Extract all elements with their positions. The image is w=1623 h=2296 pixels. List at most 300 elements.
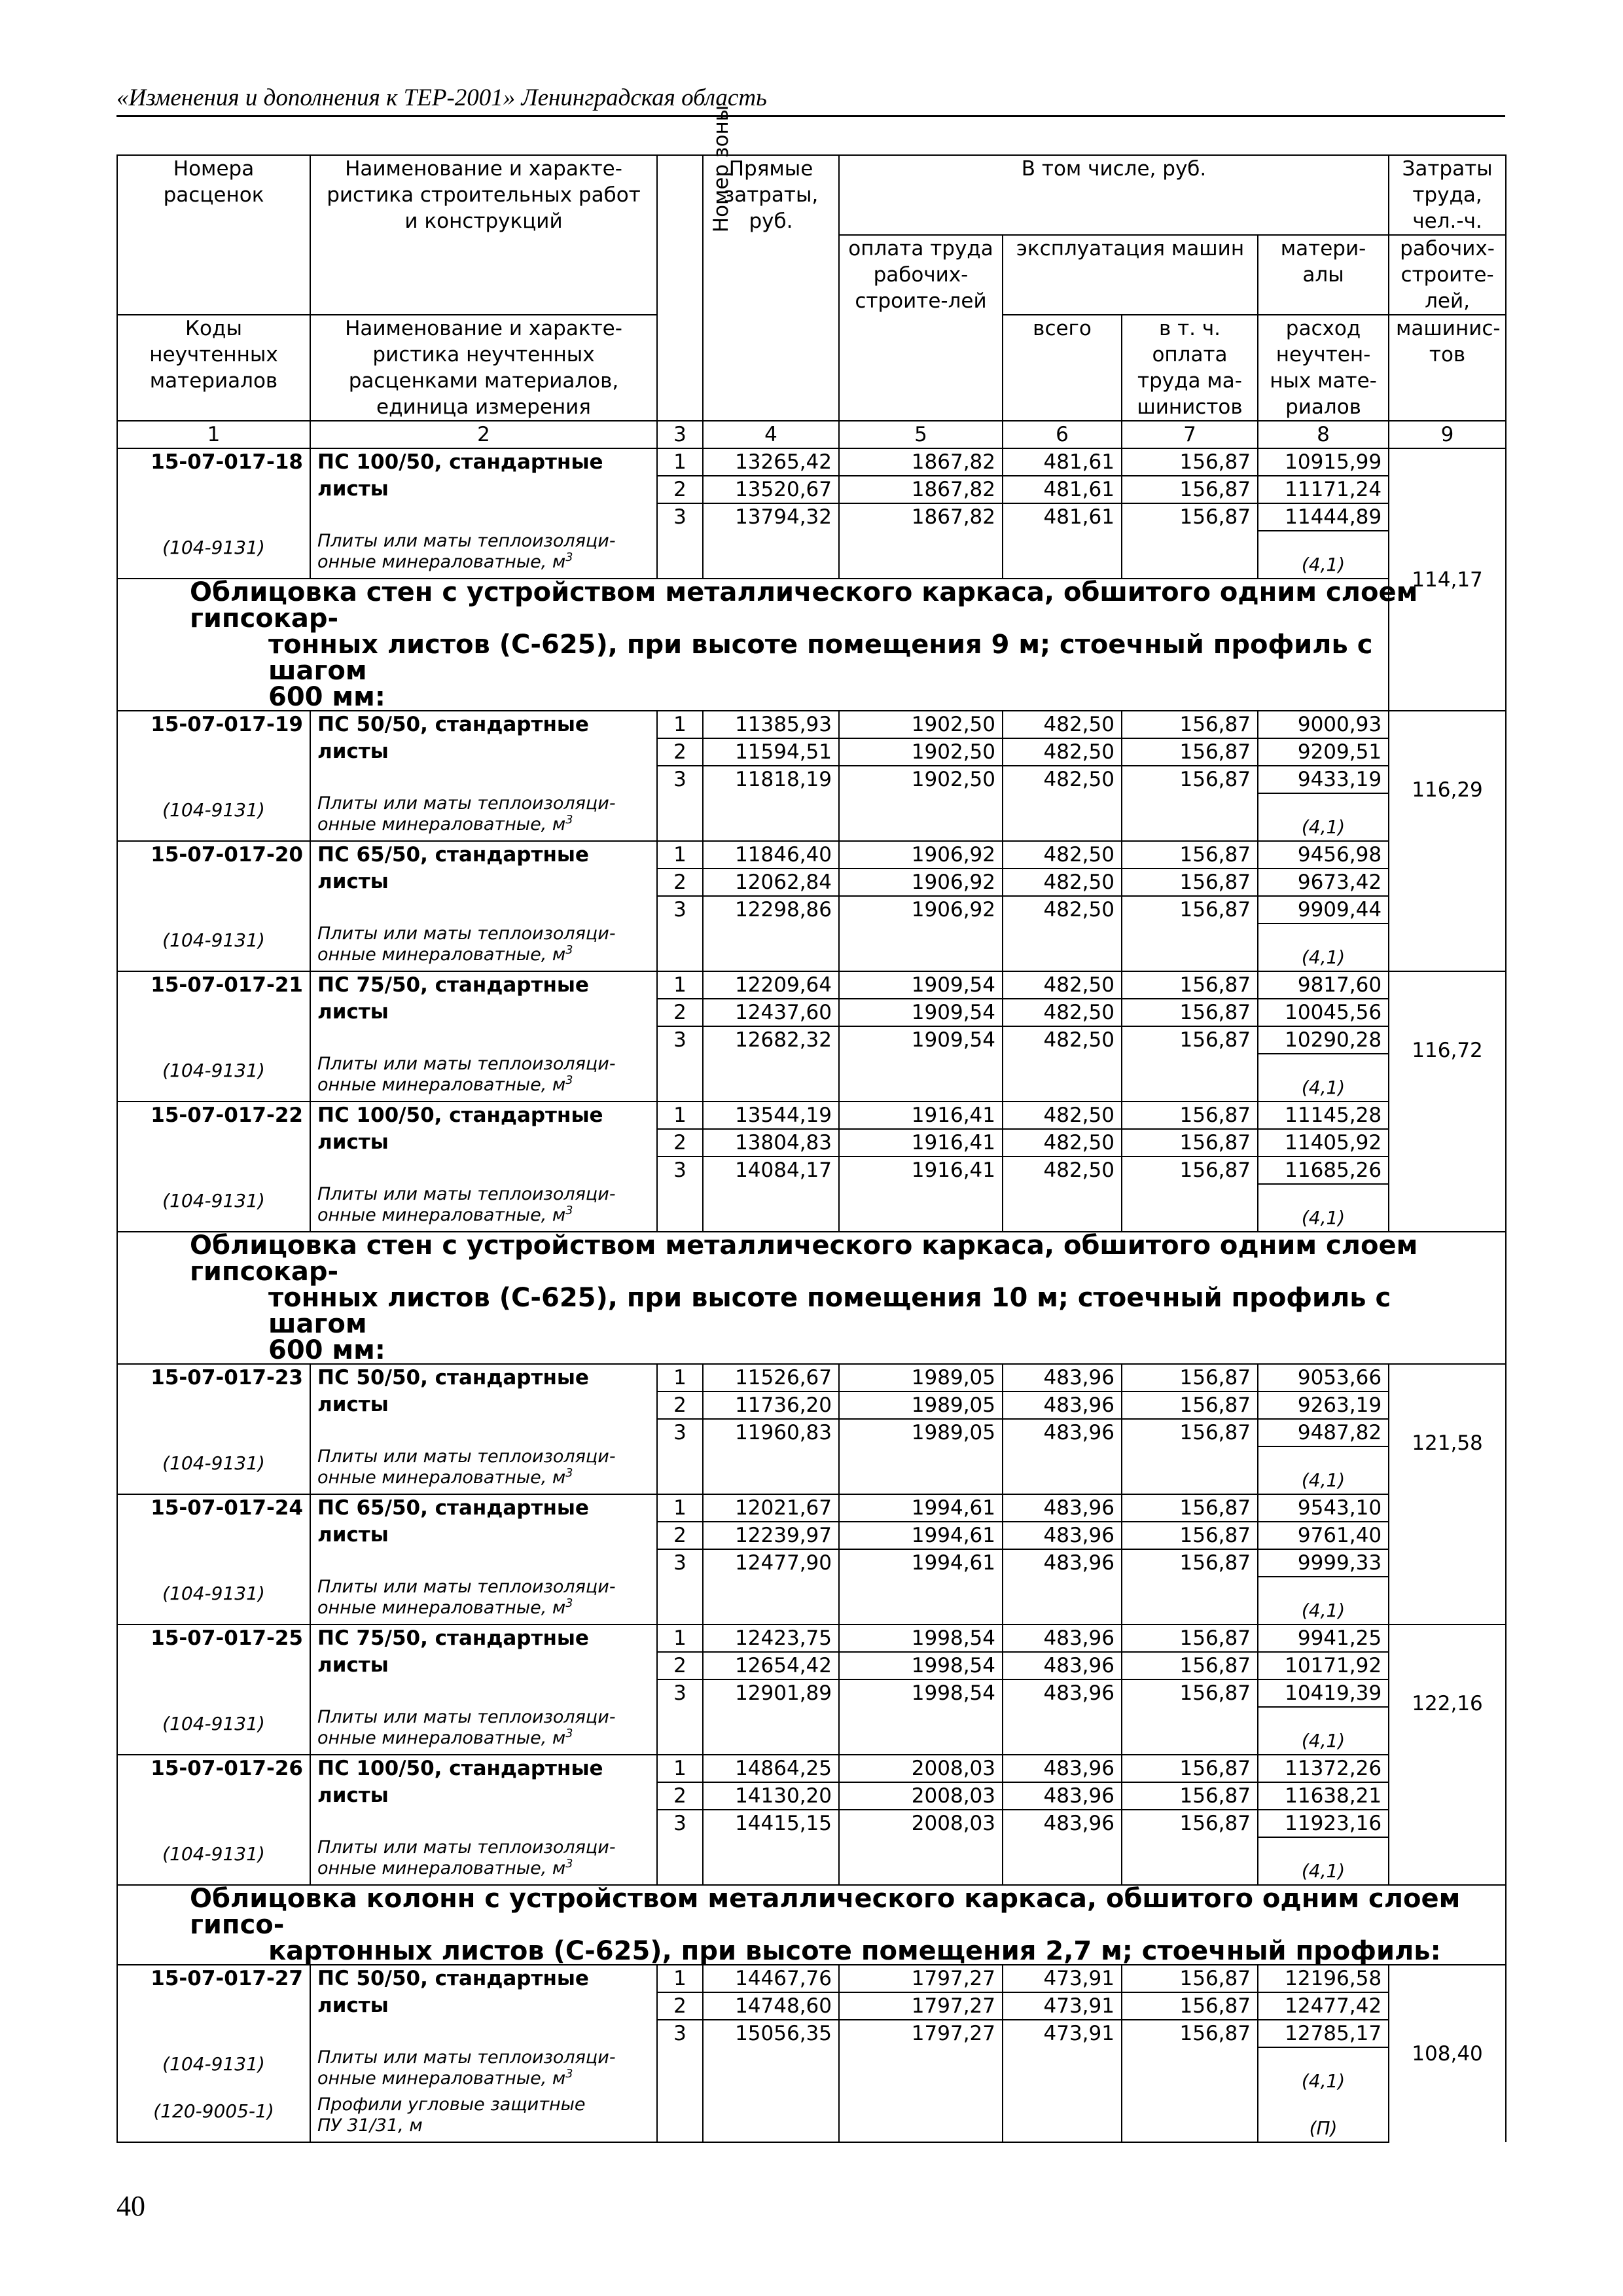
section-heading-row <box>117 579 1506 711</box>
rate-code-spacer <box>117 1679 310 1707</box>
worker-pay: 1867,82 <box>839 448 1003 476</box>
direct-costs: 12682,32 <box>703 1026 839 1102</box>
material-name-line: Плиты или маты теплоизоляци- <box>317 924 616 944</box>
material-name <box>310 2047 657 2094</box>
machine-total: 473,91 <box>1003 1992 1122 2020</box>
direct-costs: 11736,20 <box>703 1391 839 1419</box>
labor-costs: 114,17 <box>1389 448 1506 711</box>
direct-costs: 12477,90 <box>703 1549 839 1624</box>
worker-pay: 1989,05 <box>839 1419 1003 1494</box>
rate-zone-row <box>117 1391 1506 1419</box>
material-name-line: Плиты или маты теплоизоляци- <box>317 1577 616 1597</box>
rate-zone-row <box>117 1522 1506 1549</box>
machine-total: 482,50 <box>1003 738 1122 766</box>
rate-name-spacer <box>310 1419 657 1446</box>
direct-costs: 14467,76 <box>703 1965 839 1992</box>
rate-name-spacer <box>310 2020 657 2047</box>
rate-zone-row <box>117 476 1506 503</box>
rate-name-continued: листы <box>310 1652 657 1679</box>
unit-superscript: 3 <box>565 1204 573 1217</box>
operator-pay: 156,87 <box>1122 1624 1258 1652</box>
header-work-name: Наименование и характе-ристика строительных работ и конструкций <box>310 155 657 315</box>
rate-name-spacer <box>310 1026 657 1054</box>
material-name-line: онные минераловатные, м <box>317 1728 566 1748</box>
zone-number: 2 <box>657 476 703 503</box>
rate-code: 15-07-017-18 <box>117 448 310 476</box>
section-heading-line: 600 мм: <box>268 682 385 712</box>
material-consumption: (4,1) <box>1258 1577 1389 1624</box>
materials-cost: 12785,17 <box>1258 2020 1389 2047</box>
rate-name-continued: листы <box>310 738 657 766</box>
rate-code-spacer <box>117 896 310 924</box>
direct-costs: 12209,64 <box>703 971 839 999</box>
material-name <box>310 1054 657 1102</box>
header-materials: матери-алы <box>1258 235 1389 315</box>
direct-costs: 14415,15 <box>703 1810 839 1885</box>
machine-total: 482,50 <box>1003 1026 1122 1102</box>
rate-name-continued: листы <box>310 869 657 896</box>
materials-cost: 11685,26 <box>1258 1157 1389 1184</box>
column-number: 2 <box>310 421 657 448</box>
materials-cost: 11171,24 <box>1258 476 1389 503</box>
worker-pay: 1994,61 <box>839 1494 1003 1522</box>
rate-code-spacer <box>117 766 310 793</box>
materials-cost: 10419,39 <box>1258 1679 1389 1707</box>
materials-cost: 12196,58 <box>1258 1965 1389 1992</box>
worker-pay: 1994,61 <box>839 1522 1003 1549</box>
material-name-line: Плиты или маты теплоизоляци- <box>317 1446 616 1467</box>
zone-number: 3 <box>657 1810 703 1885</box>
operator-pay: 156,87 <box>1122 1364 1258 1391</box>
rate-zone-row <box>117 1810 1506 1837</box>
unit-superscript: 3 <box>565 944 573 957</box>
page-header-title: «Изменения и дополнения к ТЕР-2001» Ленинградская область <box>116 84 767 111</box>
rate-code-spacer <box>117 738 310 766</box>
section-heading-row <box>117 1232 1506 1364</box>
section-heading-line: 600 мм: <box>268 1335 385 1365</box>
direct-costs: 14084,17 <box>703 1157 839 1232</box>
worker-pay: 1916,41 <box>839 1129 1003 1157</box>
section-heading <box>117 1232 1506 1364</box>
material-name-line: Плиты или маты теплоизоляци- <box>317 1054 616 1074</box>
zone-number: 2 <box>657 1522 703 1549</box>
machine-total: 482,50 <box>1003 971 1122 999</box>
section-heading <box>117 579 1506 711</box>
material-consumption: (4,1) <box>1258 793 1389 841</box>
direct-costs: 14130,20 <box>703 1782 839 1810</box>
material-code: (104-9131) <box>117 1837 310 1885</box>
rate-code-spacer <box>117 1810 310 1837</box>
rate-name-continued: листы <box>310 1522 657 1549</box>
materials-cost: 9487,82 <box>1258 1419 1389 1446</box>
operator-pay: 156,87 <box>1122 1419 1258 1494</box>
materials-cost: 9817,60 <box>1258 971 1389 999</box>
column-number: 9 <box>1389 421 1506 448</box>
column-numbers-row <box>117 421 1506 448</box>
rate-zone-row <box>117 738 1506 766</box>
direct-costs: 12901,89 <box>703 1679 839 1755</box>
header-zone-number: Номер зоны <box>657 155 703 421</box>
machine-total: 482,50 <box>1003 869 1122 896</box>
direct-costs: 12062,84 <box>703 869 839 896</box>
rate-code-spacer <box>117 1992 310 2020</box>
rates-table <box>116 105 1507 2143</box>
rate-zone-row <box>117 448 1506 476</box>
operator-pay: 156,87 <box>1122 896 1258 971</box>
operator-pay: 156,87 <box>1122 999 1258 1026</box>
rate-zone-row <box>117 869 1506 896</box>
worker-pay: 1867,82 <box>839 503 1003 579</box>
rate-name: ПС 50/50, стандартные <box>310 711 657 738</box>
material-consumption: (4,1) <box>1258 1837 1389 1885</box>
rate-code: 15-07-017-23 <box>117 1364 310 1391</box>
labor-costs: 116,72 <box>1389 971 1506 1129</box>
labor-costs: 122,16 <box>1389 1624 1506 1782</box>
zone-number: 3 <box>657 503 703 579</box>
machine-total: 481,61 <box>1003 448 1122 476</box>
material-name <box>310 1707 657 1755</box>
operator-pay: 156,87 <box>1122 1652 1258 1679</box>
machine-total: 482,50 <box>1003 766 1122 841</box>
rate-zone-row <box>117 1965 1506 1992</box>
header-labor-costs: Затраты труда, чел.-ч. <box>1389 155 1506 235</box>
direct-costs: 13544,19 <box>703 1102 839 1129</box>
section-heading-text <box>124 1232 1499 1363</box>
operator-pay: 156,87 <box>1122 1102 1258 1129</box>
worker-pay: 1909,54 <box>839 971 1003 999</box>
direct-costs: 13520,67 <box>703 476 839 503</box>
zone-number: 1 <box>657 1494 703 1522</box>
section-heading-line: картонных листов (С-625), при высоте помещения 2,7 м; стоечный профиль: <box>268 1936 1441 1966</box>
machine-total: 482,50 <box>1003 999 1122 1026</box>
rate-zone-row <box>117 1102 1506 1129</box>
direct-costs: 12298,86 <box>703 896 839 971</box>
materials-cost: 10171,92 <box>1258 1652 1389 1679</box>
materials-cost: 11638,21 <box>1258 1782 1389 1810</box>
materials-cost: 10045,56 <box>1258 999 1389 1026</box>
zone-number: 1 <box>657 1102 703 1129</box>
section-heading-line: тонных листов (С-625), при высоте помещения 9 м; стоечный профиль с шагом <box>268 630 1373 686</box>
materials-cost: 12477,42 <box>1258 1992 1389 2020</box>
worker-pay: 1989,05 <box>839 1364 1003 1391</box>
machine-total: 482,50 <box>1003 1129 1122 1157</box>
materials-cost: 9000,93 <box>1258 711 1389 738</box>
worker-pay: 1902,50 <box>839 738 1003 766</box>
machine-total: 483,96 <box>1003 1810 1122 1885</box>
rate-name-continued: листы <box>310 1782 657 1810</box>
rate-zone-row <box>117 1129 1506 1157</box>
header-including: В том числе, руб. <box>839 155 1389 235</box>
rate-code-spacer <box>117 1652 310 1679</box>
worker-pay: 2008,03 <box>839 1755 1003 1782</box>
machine-total: 483,96 <box>1003 1364 1122 1391</box>
materials-cost: 11145,28 <box>1258 1102 1389 1129</box>
direct-costs: 12021,67 <box>703 1494 839 1522</box>
materials-cost: 9673,42 <box>1258 869 1389 896</box>
worker-pay: 1916,41 <box>839 1102 1003 1129</box>
zone-number: 2 <box>657 1391 703 1419</box>
operator-pay: 156,87 <box>1122 738 1258 766</box>
worker-pay: 1902,50 <box>839 766 1003 841</box>
unit-superscript: 3 <box>565 1074 573 1087</box>
rate-zone-row <box>117 1624 1506 1652</box>
material-name <box>310 793 657 841</box>
section-heading-text <box>124 1886 1499 1964</box>
rate-code-spacer <box>117 2020 310 2047</box>
rate-code: 15-07-017-20 <box>117 841 310 869</box>
material-name-line: Плиты или маты теплоизоляци- <box>317 2047 616 2068</box>
operator-pay: 156,87 <box>1122 1522 1258 1549</box>
rate-code-spacer <box>117 476 310 503</box>
header-rate-numbers: Номера расценок <box>117 155 310 315</box>
zone-number: 3 <box>657 896 703 971</box>
zone-number: 2 <box>657 999 703 1026</box>
unit-superscript: 3 <box>565 1727 573 1740</box>
machine-total: 483,96 <box>1003 1522 1122 1549</box>
material-name <box>310 1837 657 1885</box>
rate-zone-row <box>117 1026 1506 1054</box>
rate-zone-row <box>117 1679 1506 1707</box>
rate-code: 15-07-017-27 <box>117 1965 310 1992</box>
rate-name-spacer <box>310 766 657 793</box>
material-name <box>310 1577 657 1624</box>
material-name-line: онные минераловатные, м <box>317 1598 566 1618</box>
section-heading-line: Облицовка стен с устройством металлического каркаса, обшитого одним слоем гипсокар- <box>190 577 1418 634</box>
zone-number: 3 <box>657 766 703 841</box>
operator-pay: 156,87 <box>1122 2020 1258 2142</box>
direct-costs: 11526,67 <box>703 1364 839 1391</box>
unit-superscript: 3 <box>565 2068 573 2081</box>
worker-pay: 1906,92 <box>839 869 1003 896</box>
operator-pay: 156,87 <box>1122 1782 1258 1810</box>
material-name-line: Плиты или маты теплоизоляци- <box>317 1707 616 1727</box>
materials-cost: 11372,26 <box>1258 1755 1389 1782</box>
materials-cost: 10915,99 <box>1258 448 1389 476</box>
worker-pay: 1994,61 <box>839 1549 1003 1624</box>
operator-pay: 156,87 <box>1122 971 1258 999</box>
direct-costs: 13794,32 <box>703 503 839 579</box>
operator-pay: 156,87 <box>1122 1549 1258 1624</box>
section-heading-text <box>124 579 1499 710</box>
zone-number: 1 <box>657 1755 703 1782</box>
machine-total: 482,50 <box>1003 841 1122 869</box>
zone-number: 1 <box>657 1965 703 1992</box>
machine-total: 482,50 <box>1003 1102 1122 1129</box>
direct-costs: 13265,42 <box>703 448 839 476</box>
rate-code: 15-07-017-22 <box>117 1102 310 1129</box>
material-name-line: онные минераловатные, м <box>317 1205 566 1225</box>
direct-costs: 15056,35 <box>703 2020 839 2142</box>
rate-code-spacer <box>117 1549 310 1577</box>
zone-number: 1 <box>657 971 703 999</box>
zone-number: 2 <box>657 738 703 766</box>
materials-cost: 9941,25 <box>1258 1624 1389 1652</box>
unit-superscript: 3 <box>565 1467 573 1480</box>
operator-pay: 156,87 <box>1122 1965 1258 1992</box>
zone-number: 2 <box>657 1652 703 1679</box>
section-heading-line: Облицовка колонн с устройством металлического каркаса, обшитого одним слоем гипсо- <box>190 1884 1461 1940</box>
zone-number: 1 <box>657 448 703 476</box>
machine-total: 482,50 <box>1003 896 1122 971</box>
worker-pay: 1989,05 <box>839 1391 1003 1419</box>
direct-costs: 11818,19 <box>703 766 839 841</box>
section-heading <box>117 1885 1506 1965</box>
machine-total: 483,96 <box>1003 1391 1122 1419</box>
operator-pay: 156,87 <box>1122 1129 1258 1157</box>
labor-costs: 116,29 <box>1389 711 1506 869</box>
worker-pay: 1906,92 <box>839 841 1003 869</box>
zone-number: 3 <box>657 1157 703 1232</box>
rate-code: 15-07-017-24 <box>117 1494 310 1522</box>
machine-total: 483,96 <box>1003 1549 1122 1624</box>
header-machine-operation: эксплуатация машин <box>1003 235 1258 315</box>
rate-name: ПС 50/50, стандартные <box>310 1364 657 1391</box>
material-consumption: (4,1) <box>1258 1707 1389 1755</box>
operator-pay: 156,87 <box>1122 503 1258 579</box>
rate-name-spacer <box>310 1157 657 1184</box>
operator-pay: 156,87 <box>1122 841 1258 869</box>
material-consumption: (П) <box>1258 2094 1389 2142</box>
material-name-line: онные минераловатные, м <box>317 944 566 965</box>
direct-costs: 11385,93 <box>703 711 839 738</box>
machine-total: 483,96 <box>1003 1419 1122 1494</box>
rate-name: ПС 75/50, стандартные <box>310 971 657 999</box>
column-number: 8 <box>1258 421 1389 448</box>
rate-code: 15-07-017-25 <box>117 1624 310 1652</box>
machine-total: 481,61 <box>1003 503 1122 579</box>
rate-zone-row <box>117 503 1506 531</box>
section-heading-row <box>117 1885 1506 1965</box>
unit-superscript: 3 <box>565 1597 573 1610</box>
rate-zone-row <box>117 1782 1506 1810</box>
zone-number: 3 <box>657 1549 703 1624</box>
header-labor-operators: машинис-тов <box>1389 315 1506 421</box>
worker-pay: 1797,27 <box>839 2020 1003 2142</box>
unit-superscript: 3 <box>565 814 573 827</box>
rate-zone-row <box>117 1364 1506 1391</box>
zone-number: 3 <box>657 1419 703 1494</box>
rate-code: 15-07-017-21 <box>117 971 310 999</box>
machine-total: 482,50 <box>1003 1157 1122 1232</box>
header-rule <box>116 115 1505 117</box>
worker-pay: 1797,27 <box>839 1965 1003 1992</box>
rate-name: ПС 100/50, стандартные <box>310 1755 657 1782</box>
direct-costs: 13804,83 <box>703 1129 839 1157</box>
worker-pay: 1909,54 <box>839 999 1003 1026</box>
direct-costs: 11594,51 <box>703 738 839 766</box>
operator-pay: 156,87 <box>1122 1992 1258 2020</box>
column-number: 6 <box>1003 421 1122 448</box>
rate-zone-row <box>117 1755 1506 1782</box>
material-consumption: (4,1) <box>1258 1184 1389 1232</box>
header-direct-costs: Прямые затраты, руб. <box>703 155 839 421</box>
direct-costs: 12423,75 <box>703 1624 839 1652</box>
header-worker-pay: оплата труда рабочих-строите-лей <box>839 235 1003 421</box>
machine-total: 483,96 <box>1003 1679 1122 1755</box>
rate-zone-row <box>117 1494 1506 1522</box>
page-number: 40 <box>116 2190 145 2222</box>
operator-pay: 156,87 <box>1122 1494 1258 1522</box>
materials-cost: 9909,44 <box>1258 896 1389 924</box>
rate-code-spacer <box>117 869 310 896</box>
rate-code-spacer <box>117 503 310 531</box>
material-name-line: Плиты или маты теплоизоляци- <box>317 793 616 814</box>
zone-number: 3 <box>657 2020 703 2142</box>
section-heading-line: тонных листов (С-625), при высоте помещения 10 м; стоечный профиль с шагом <box>268 1283 1391 1339</box>
rate-code-spacer <box>117 1129 310 1157</box>
operator-pay: 156,87 <box>1122 766 1258 841</box>
column-number: 7 <box>1122 421 1258 448</box>
material-name-line: Плиты или маты теплоизоляци- <box>317 1184 616 1204</box>
rate-zone-row <box>117 1157 1506 1184</box>
machine-total: 473,91 <box>1003 1965 1122 1992</box>
material-code: (104-9131) <box>117 1577 310 1624</box>
header-operator-pay: в т. ч. оплата труда ма-шинистов <box>1122 315 1258 421</box>
operator-pay: 156,87 <box>1122 869 1258 896</box>
material-code: (120-9005-1) <box>117 2094 310 2142</box>
direct-costs: 12437,60 <box>703 999 839 1026</box>
rate-zone-row <box>117 766 1506 793</box>
operator-pay: 156,87 <box>1122 476 1258 503</box>
material-name-line: Плиты или маты теплоизоляци- <box>317 531 616 551</box>
rate-name-continued: листы <box>310 476 657 503</box>
zone-number: 3 <box>657 1679 703 1755</box>
direct-costs: 14864,25 <box>703 1755 839 1782</box>
rate-code-spacer <box>117 999 310 1026</box>
zone-number: 3 <box>657 1026 703 1102</box>
column-number: 4 <box>703 421 839 448</box>
labor-costs: 121,58 <box>1389 1364 1506 1522</box>
rate-code-spacer <box>117 1026 310 1054</box>
materials-cost: 9053,66 <box>1258 1364 1389 1391</box>
rate-code: 15-07-017-26 <box>117 1755 310 1782</box>
operator-pay: 156,87 <box>1122 1810 1258 1885</box>
material-consumption: (4,1) <box>1258 1446 1389 1494</box>
rate-code-spacer <box>117 1782 310 1810</box>
materials-cost: 11923,16 <box>1258 1810 1389 1837</box>
material-code: (104-9131) <box>117 1707 310 1755</box>
header-material-codes: Коды неучтенных материалов <box>117 315 310 421</box>
header-material-name: Наименование и характе-ристика неучтенных расценками материалов, единица измерения <box>310 315 657 421</box>
materials-cost: 9433,19 <box>1258 766 1389 793</box>
rate-zone-row <box>117 1992 1506 2020</box>
rate-zone-row <box>117 896 1506 924</box>
material-name <box>310 1184 657 1232</box>
machine-total: 481,61 <box>1003 476 1122 503</box>
rate-name: ПС 65/50, стандартные <box>310 841 657 869</box>
rate-code-spacer <box>117 1391 310 1419</box>
rate-name-spacer <box>310 503 657 531</box>
rate-zone-row <box>117 999 1506 1026</box>
materials-cost: 11405,92 <box>1258 1129 1389 1157</box>
worker-pay: 2008,03 <box>839 1782 1003 1810</box>
material-name-line: онные минераловатные, м <box>317 552 566 572</box>
machine-total: 473,91 <box>1003 2020 1122 2142</box>
material-consumption: (4,1) <box>1258 531 1389 579</box>
rate-name: ПС 50/50, стандартные <box>310 1965 657 1992</box>
material-name <box>310 1446 657 1494</box>
machine-total: 483,96 <box>1003 1652 1122 1679</box>
material-name-line: онные минераловатные, м <box>317 814 566 834</box>
rate-code-spacer <box>117 1522 310 1549</box>
zone-number: 1 <box>657 1624 703 1652</box>
material-consumption: (4,1) <box>1258 1054 1389 1102</box>
materials-cost: 9263,19 <box>1258 1391 1389 1419</box>
rate-zone-row <box>117 711 1506 738</box>
zone-number: 1 <box>657 841 703 869</box>
material-code: (104-9131) <box>117 1446 310 1494</box>
zone-number: 1 <box>657 1364 703 1391</box>
